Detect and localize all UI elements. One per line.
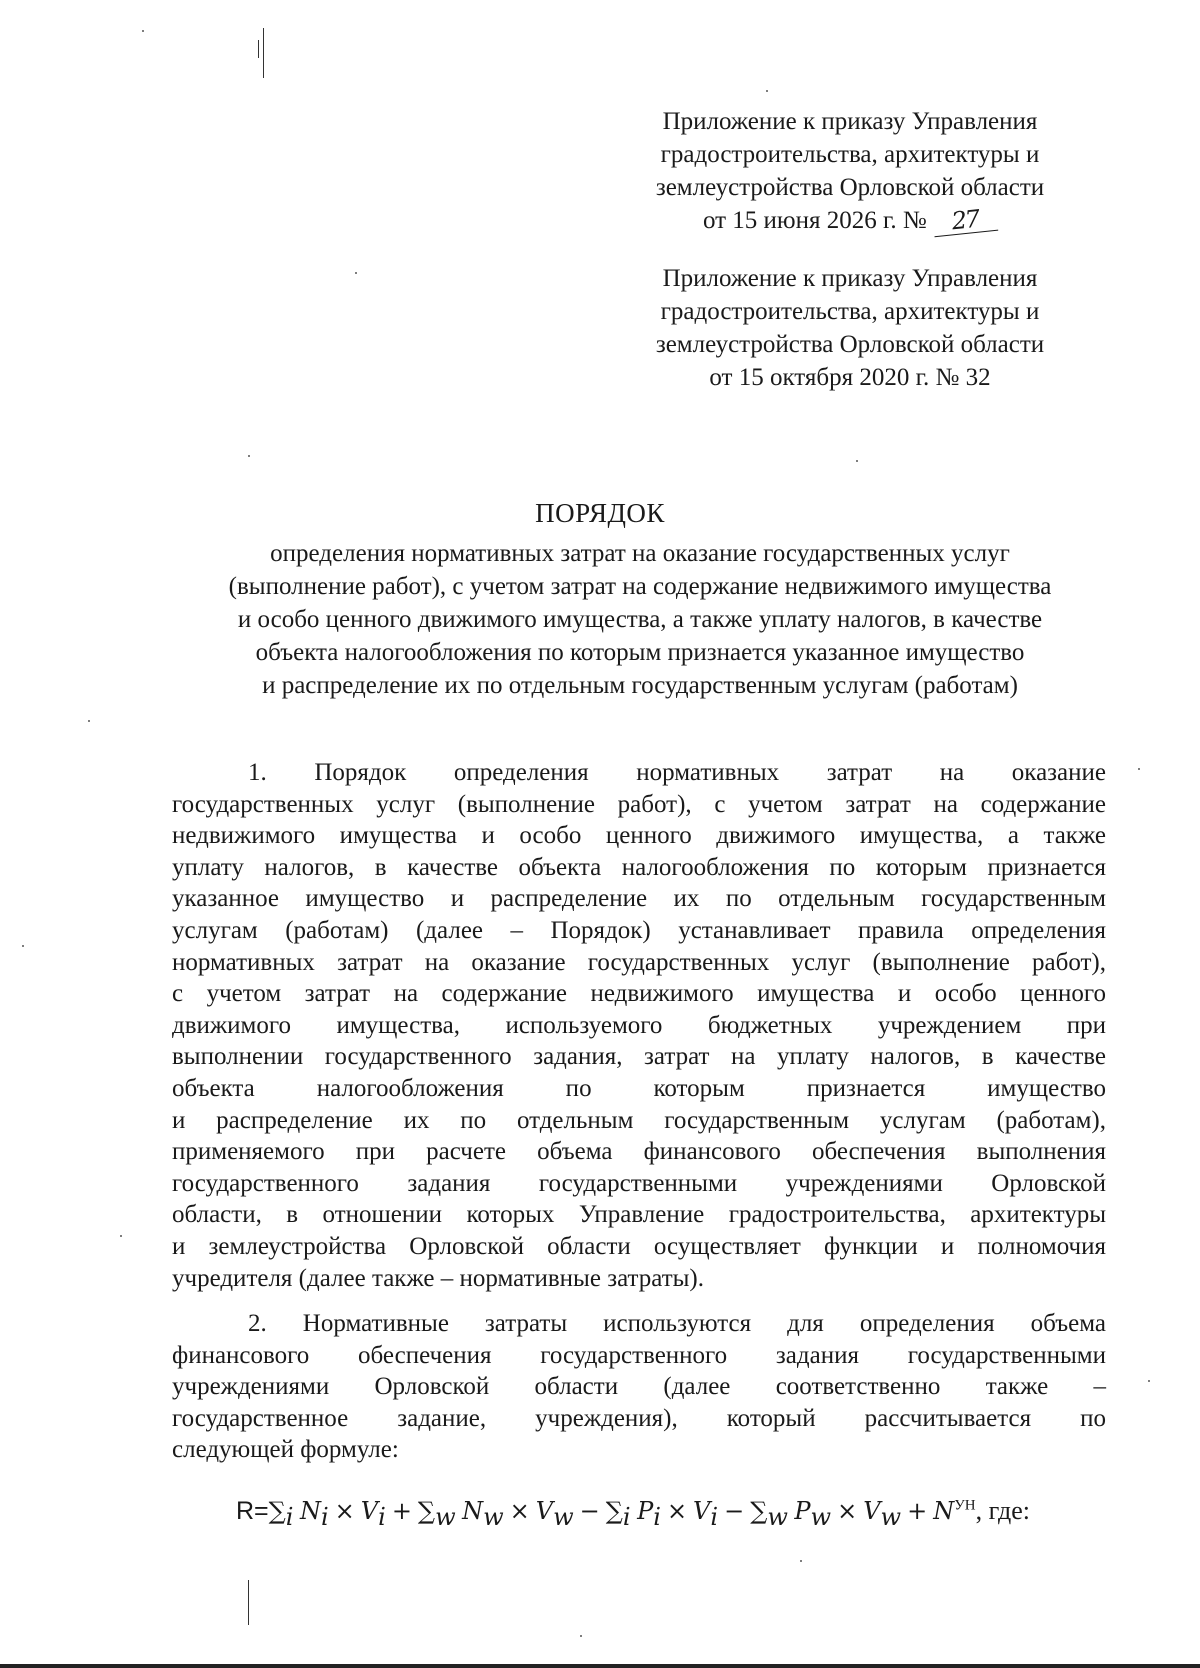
var-n: N bbox=[462, 1497, 484, 1525]
plus-sign: + bbox=[391, 1497, 412, 1525]
appendix-new-date: от 15 июня 2026 г. № bbox=[702, 207, 927, 234]
scan-dot bbox=[766, 90, 768, 92]
index-w: w bbox=[435, 1503, 456, 1532]
paragraph-line: государственное задание, учреждения), который рассчитывается по bbox=[172, 1404, 1106, 1432]
index-w: w bbox=[767, 1503, 788, 1532]
paragraph-line: государственных услуг (выполнение работ), с учетом затрат на содержание bbox=[172, 790, 1106, 818]
paragraph-line: движимого имущества, используемого бюджетных учреждением при bbox=[172, 1011, 1106, 1039]
subtitle-line: объекта налогообложения по которым признается указанное имущество bbox=[255, 639, 1025, 666]
sum-symbol: ∑ bbox=[750, 1497, 768, 1525]
paragraph-line: и землеустройства Орловской области осуществляет функции и полномочия bbox=[172, 1232, 1106, 1260]
times-sign: × bbox=[334, 1497, 355, 1525]
scan-dot bbox=[856, 460, 858, 462]
appendix-header-old bbox=[600, 262, 1100, 394]
sum-symbol: ∑ bbox=[417, 1497, 436, 1525]
scan-dot bbox=[355, 272, 357, 274]
scan-dot bbox=[1148, 1380, 1150, 1382]
times-sign: × bbox=[509, 1497, 530, 1525]
index-i: i bbox=[622, 1503, 631, 1532]
index-i: i bbox=[710, 1503, 719, 1532]
paragraph-line: указанное имущество и распределение их по отдельным государственным bbox=[172, 885, 1106, 913]
appendix-old-line-2: градостроительства, архитектуры и bbox=[660, 298, 1040, 325]
scan-mark-top-2 bbox=[258, 40, 259, 58]
paragraph-1 bbox=[172, 757, 1106, 1294]
superscript-un: УН bbox=[954, 1497, 976, 1514]
index-i: i bbox=[653, 1503, 661, 1532]
paragraph-line: выполнении государственного задания, затрат на уплату налогов, в качестве bbox=[172, 1043, 1106, 1071]
subtitle-line: (выполнение работ), с учетом затрат на содержание недвижимого имущества bbox=[228, 573, 1052, 600]
paragraph-line: 2. Нормативные затраты используются для определения объема bbox=[248, 1310, 1106, 1337]
var-p: P bbox=[794, 1497, 811, 1525]
document-title: ПОРЯДОК bbox=[535, 498, 665, 528]
appendix-new-line-1: Приложение к приказу Управления bbox=[662, 108, 1038, 135]
minus-sign: − bbox=[579, 1497, 600, 1525]
index-i: i bbox=[378, 1503, 386, 1532]
formula-suffix: , где: bbox=[975, 1496, 1031, 1525]
times-sign: × bbox=[666, 1497, 688, 1525]
index-i: i bbox=[320, 1503, 329, 1532]
plus-sign: + bbox=[907, 1497, 928, 1525]
scan-dot bbox=[22, 945, 24, 947]
paragraph-line: следующей формуле: bbox=[172, 1436, 399, 1464]
var-n: N bbox=[933, 1497, 955, 1525]
var-v: V bbox=[863, 1497, 881, 1525]
subtitle-line: и распределение их по отдельным государственным услугам (работам) bbox=[262, 672, 1018, 699]
scan-mark-top bbox=[263, 28, 264, 78]
appendix-new-line-2: градостроительства, архитектуры и bbox=[660, 141, 1040, 168]
appendix-new-line-3: землеустройства Орловской области bbox=[655, 174, 1045, 201]
index-w: w bbox=[810, 1503, 832, 1532]
paragraph-2 bbox=[172, 1308, 1106, 1466]
index-w: w bbox=[483, 1503, 504, 1532]
paragraph-line: государственного задания государственными учреждениями Орловской bbox=[172, 1169, 1106, 1197]
index-w: w bbox=[880, 1503, 902, 1532]
paragraph-line: недвижимого имущества и особо ценного движимого имущества, а также bbox=[172, 822, 1106, 850]
var-v: V bbox=[360, 1497, 379, 1525]
paragraph-line: уплату налогов, в качестве объекта налогообложения по которым признается bbox=[172, 853, 1106, 881]
scan-dot bbox=[248, 455, 250, 457]
appendix-old-line-3: землеустройства Орловской области bbox=[655, 331, 1045, 358]
scan-dot bbox=[800, 1560, 802, 1562]
scan-dot bbox=[120, 1235, 122, 1237]
scan-dot bbox=[142, 30, 144, 32]
paragraph-line: с учетом затрат на содержание недвижимого имущества и особо ценного bbox=[172, 980, 1106, 1008]
page-bottom-edge bbox=[0, 1664, 1200, 1668]
appendix-old-line-4: от 15 октября 2020 г. № 32 bbox=[709, 364, 991, 391]
index-i: i bbox=[285, 1503, 294, 1532]
formula-lhs: R= bbox=[236, 1497, 269, 1525]
appendix-header-new bbox=[600, 105, 1100, 237]
paragraph-line: применяемого при расчете объема финансового обеспечения выполнения bbox=[172, 1138, 1106, 1166]
handwritten-order-number: 27 bbox=[932, 204, 998, 238]
paragraph-line: услугам (работам) (далее – Порядок) устанавливает правила определения bbox=[172, 916, 1106, 944]
minus-sign: − bbox=[724, 1497, 745, 1525]
financing-formula bbox=[236, 1496, 1030, 1531]
paragraph-line: учреждениями Орловской области (далее соответственно также – bbox=[172, 1373, 1106, 1401]
paragraph-line: финансового обеспечения государственного задания государственными bbox=[172, 1341, 1106, 1369]
paragraph-line: 1. Порядок определения нормативных затрат на оказание bbox=[248, 759, 1106, 786]
times-sign: × bbox=[837, 1497, 858, 1525]
scan-dot bbox=[580, 1635, 582, 1637]
sum-symbol: ∑ bbox=[268, 1497, 286, 1525]
appendix-old-line-1: Приложение к приказу Управления bbox=[662, 265, 1038, 292]
scan-dot bbox=[1138, 768, 1140, 770]
paragraph-line: и распределение их по отдельным государственным услугам (работам), bbox=[172, 1106, 1106, 1134]
paragraph-line: области, в отношении которых Управление градостроительства, архитектуры bbox=[172, 1201, 1106, 1229]
var-n: N bbox=[299, 1497, 321, 1525]
paragraph-line: объекта налогообложения по которым признается имущество bbox=[172, 1074, 1106, 1102]
scan-dot bbox=[88, 720, 90, 722]
sum-symbol: ∑ bbox=[605, 1497, 623, 1525]
paragraph-line: нормативных затрат на оказание государственных услуг (выполнение работ), bbox=[172, 948, 1106, 976]
var-v: V bbox=[693, 1497, 711, 1525]
subtitle-line: и особо ценного движимого имущества, а также уплату налогов, в качестве bbox=[237, 606, 1043, 633]
var-p: P bbox=[637, 1497, 654, 1525]
var-v: V bbox=[535, 1497, 554, 1525]
scan-mark-bottom bbox=[248, 1580, 249, 1625]
subtitle-line: определения нормативных затрат на оказание государственных услуг bbox=[270, 540, 1010, 567]
appendix-new-date-line bbox=[600, 204, 1100, 237]
document-subtitle bbox=[160, 537, 1120, 702]
index-w: w bbox=[553, 1503, 574, 1532]
paragraph-line: учредителя (далее также – нормативные затраты). bbox=[172, 1264, 705, 1292]
